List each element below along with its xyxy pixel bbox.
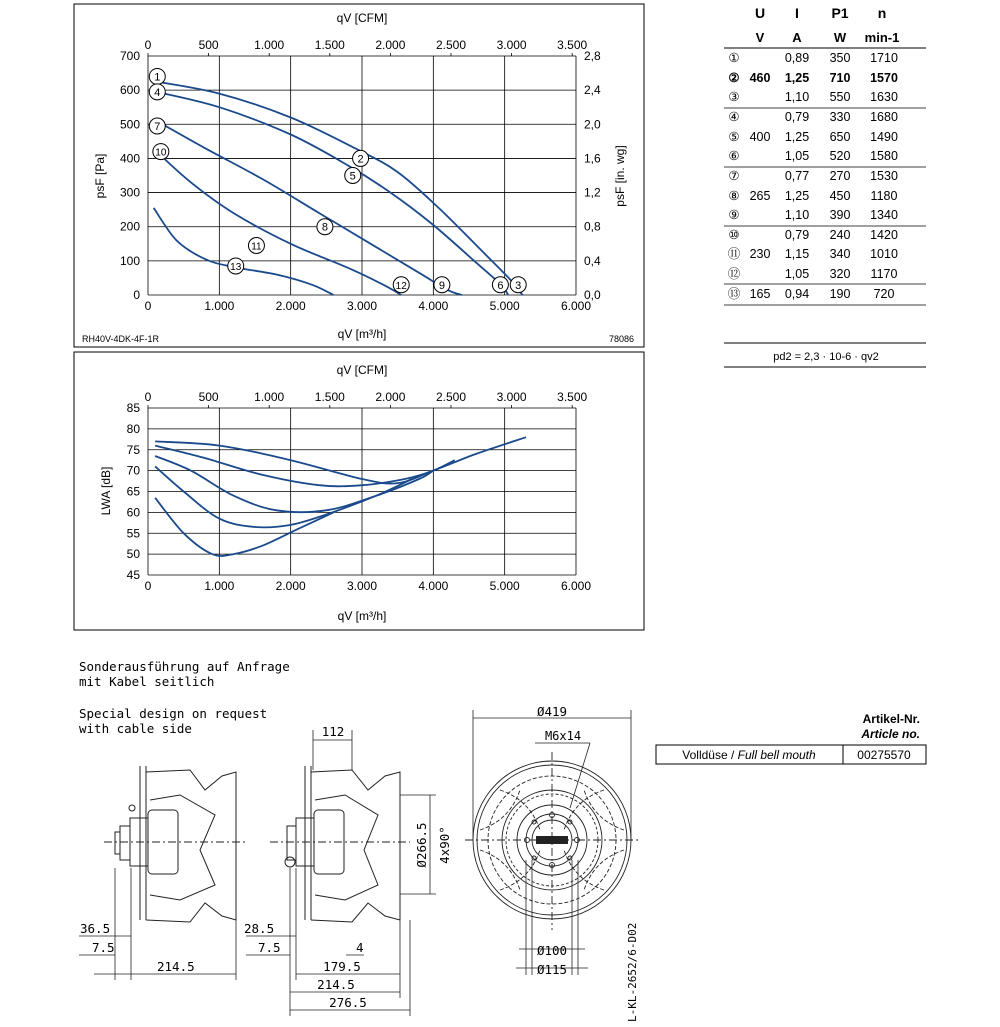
y-tick: 500 bbox=[119, 117, 140, 132]
x2-tick: 1.000 bbox=[254, 390, 285, 404]
x-tick: 3.000 bbox=[346, 579, 378, 593]
spec-row-voltage: 460 bbox=[749, 71, 771, 85]
x2-tick: 2.500 bbox=[435, 38, 467, 52]
y-tick: 70 bbox=[126, 463, 140, 478]
spec-row-num: ⑥ bbox=[728, 149, 740, 163]
spec-table bbox=[724, 5, 926, 367]
spec-row-speed: 1570 bbox=[870, 71, 898, 85]
spec-row-power: 450 bbox=[829, 189, 851, 203]
dim-214-5a: 214.5 bbox=[157, 959, 195, 974]
y-tick: 60 bbox=[126, 505, 140, 520]
series-curve-D bbox=[155, 466, 412, 527]
dim-7-5a: 7.5 bbox=[92, 940, 115, 955]
curve-marker-label: 1 bbox=[154, 71, 161, 84]
logo-plate bbox=[536, 836, 568, 844]
x2-tick: 2.000 bbox=[375, 38, 406, 52]
spec-row-num: ⑤ bbox=[728, 130, 740, 144]
curve-marker-label: 8 bbox=[321, 221, 328, 234]
spec-row-current: 0,79 bbox=[784, 228, 810, 242]
curve-marker-label: 6 bbox=[497, 279, 504, 292]
dim-214-5b: 214.5 bbox=[317, 977, 355, 992]
y2-tick: 0,8 bbox=[584, 219, 601, 234]
spec-row-current: 1,25 bbox=[784, 130, 810, 144]
pressure-chart-xlabel: qV [m³/h] bbox=[337, 327, 387, 341]
spec-row-current: 1,25 bbox=[784, 71, 810, 85]
x2-tick: 3.500 bbox=[557, 390, 588, 404]
dim-179-5: 179.5 bbox=[323, 959, 361, 974]
side-view-2 bbox=[270, 766, 410, 922]
noise-chart-xlabel: qV [m³/h] bbox=[337, 609, 387, 623]
x-tick: 6.000 bbox=[560, 579, 592, 593]
x-tick: 1.000 bbox=[204, 579, 235, 593]
spec-row-power: 320 bbox=[829, 267, 851, 281]
curve-marker-label: 9 bbox=[438, 279, 445, 292]
dim-d419: Ø419 bbox=[536, 704, 568, 719]
dim-112: 112 bbox=[321, 724, 345, 739]
x2-tick: 500 bbox=[198, 390, 219, 404]
y-tick: 100 bbox=[119, 253, 140, 268]
y-tick: 0 bbox=[133, 288, 140, 302]
spec-row-num: ⑫ bbox=[727, 267, 741, 281]
article-desc: Volldüse / Full bell mouth bbox=[682, 748, 816, 762]
x-tick: 3.000 bbox=[346, 299, 378, 313]
spec-row-voltage: 165 bbox=[749, 287, 771, 301]
curve-marker-label: 11 bbox=[251, 241, 262, 253]
y-tick: 700 bbox=[119, 49, 140, 63]
spec-row-speed: 1490 bbox=[870, 130, 898, 144]
y2-tick: 2,4 bbox=[584, 83, 601, 98]
spec-row-current: 1,15 bbox=[784, 247, 810, 261]
y-tick: 300 bbox=[119, 185, 140, 200]
spec-row-power: 350 bbox=[829, 51, 851, 65]
dim-angle: 4x90° bbox=[437, 826, 452, 864]
spec-row-num: ③ bbox=[728, 90, 740, 104]
spec-row-num: ⑩ bbox=[728, 228, 740, 242]
spec-row-current: 1,25 bbox=[784, 189, 810, 203]
y-tick: 600 bbox=[119, 83, 140, 98]
x-tick: 2.000 bbox=[275, 299, 306, 313]
dim-d266: Ø266.5 bbox=[414, 822, 429, 868]
code-label: 78086 bbox=[608, 334, 634, 344]
unit-A: A bbox=[792, 30, 802, 45]
spec-row-num: ⑬ bbox=[727, 287, 741, 301]
x2-tick: 1.500 bbox=[314, 390, 345, 404]
spec-row-speed: 1580 bbox=[870, 149, 898, 163]
x-tick: 0 bbox=[144, 579, 152, 593]
article-header-de: Artikel-Nr. bbox=[862, 712, 920, 726]
series-curve-1 bbox=[157, 82, 523, 295]
hdr-P: P1 bbox=[831, 5, 849, 21]
x2-tick: 3.000 bbox=[496, 38, 527, 52]
y-tick: 200 bbox=[119, 219, 140, 234]
series-curve-E bbox=[155, 498, 333, 556]
curve-marker-label: 10 bbox=[155, 147, 167, 159]
y2-tick: 0,4 bbox=[584, 253, 601, 268]
drawing-number: L-KL-2652/6-D02 bbox=[626, 922, 639, 1022]
spec-row-power: 520 bbox=[829, 149, 851, 163]
note-de-1: Sonderausführung auf Anfrage bbox=[79, 659, 290, 674]
spec-row-speed: 1170 bbox=[870, 267, 898, 281]
dim-d115: Ø115 bbox=[536, 962, 568, 977]
x2-tick: 0 bbox=[144, 38, 152, 52]
spec-row-speed: 1710 bbox=[870, 51, 898, 65]
spec-row-power: 190 bbox=[829, 287, 851, 301]
spec-row-voltage: 230 bbox=[749, 247, 771, 261]
pressure-chart-series bbox=[154, 82, 523, 295]
y-tick: 55 bbox=[126, 526, 140, 541]
pressure-chart-y2label: psF [in. wg] bbox=[613, 145, 627, 207]
spec-row-power: 330 bbox=[829, 110, 851, 124]
series-curve-10 bbox=[157, 152, 402, 295]
spec-row-speed: 1340 bbox=[870, 208, 898, 222]
x2-tick: 0 bbox=[144, 390, 152, 404]
hdr-n: n bbox=[877, 5, 887, 21]
x-tick: 6.000 bbox=[560, 299, 592, 313]
x-tick: 1.000 bbox=[204, 299, 235, 313]
y2-tick: 2,8 bbox=[584, 49, 601, 63]
curve-marker-label: 3 bbox=[515, 279, 522, 292]
curve-marker-label: 12 bbox=[395, 280, 407, 292]
pressure-chart-x2label: qV [CFM] bbox=[336, 11, 388, 25]
spec-row-num: ④ bbox=[728, 110, 740, 124]
spec-row-num: ⑨ bbox=[728, 208, 740, 222]
spec-row-speed: 1180 bbox=[870, 189, 898, 203]
spec-row-num: ② bbox=[728, 71, 740, 85]
spec-row-current: 0,94 bbox=[784, 287, 810, 301]
spec-row-num: ⑧ bbox=[728, 189, 740, 203]
unit-min: min-1 bbox=[864, 30, 900, 45]
x-tick: 5.000 bbox=[489, 299, 520, 313]
curve-marker-label: 5 bbox=[349, 170, 356, 183]
x2-tick: 2.000 bbox=[375, 390, 406, 404]
spec-row-current: 1,05 bbox=[784, 149, 810, 163]
spec-row-current: 0,77 bbox=[784, 169, 810, 183]
spec-row-voltage: 265 bbox=[749, 189, 771, 203]
hdr-I: I bbox=[795, 5, 799, 21]
y2-tick: 0,0 bbox=[584, 288, 601, 302]
x-tick: 5.000 bbox=[489, 579, 520, 593]
x2-tick: 3.000 bbox=[496, 390, 527, 404]
dim-28-5: 28.5 bbox=[244, 921, 275, 936]
dim-7-5b: 7.5 bbox=[258, 940, 281, 955]
article-header-en: Article no. bbox=[861, 727, 920, 741]
article-number: 00275570 bbox=[857, 748, 911, 762]
y-tick: 85 bbox=[126, 401, 140, 415]
spec-row-speed: 1680 bbox=[870, 110, 898, 124]
spec-row-speed: 1420 bbox=[870, 228, 898, 242]
spec-row-num: ⑪ bbox=[727, 247, 741, 261]
x-tick: 2.000 bbox=[275, 579, 306, 593]
note-en-1: Special design on request bbox=[79, 706, 268, 721]
noise-chart-x2label: qV [CFM] bbox=[336, 363, 388, 377]
hdr-U: U bbox=[754, 5, 766, 21]
curve-marker-label: 13 bbox=[230, 261, 242, 273]
spec-row-current: 1,10 bbox=[784, 90, 810, 104]
spec-row-num: ① bbox=[728, 51, 740, 65]
x2-tick: 3.500 bbox=[557, 38, 588, 52]
spec-row-speed: 1530 bbox=[870, 169, 898, 183]
spec-row-power: 240 bbox=[829, 228, 851, 242]
y2-tick: 1,6 bbox=[584, 151, 601, 166]
dim-d100: Ø100 bbox=[536, 943, 568, 958]
unit-W: W bbox=[833, 30, 847, 45]
x2-tick: 1.000 bbox=[254, 38, 285, 52]
x-tick: 4.000 bbox=[418, 299, 449, 313]
x-tick: 0 bbox=[144, 299, 152, 313]
noise-chart-series bbox=[155, 437, 526, 556]
unit-V: V bbox=[755, 30, 765, 45]
note-en-2: with cable side bbox=[79, 721, 192, 736]
spec-row-power: 650 bbox=[829, 130, 851, 144]
spec-row-current: 1,05 bbox=[784, 267, 810, 281]
pressure-chart-ylabel: psF [Pa] bbox=[93, 153, 107, 199]
x-tick: 4.000 bbox=[418, 579, 449, 593]
spec-row-speed: 1630 bbox=[870, 90, 898, 104]
spec-row-power: 340 bbox=[829, 247, 851, 261]
spec-row-speed: 1010 bbox=[870, 247, 898, 261]
side-view-1 bbox=[104, 766, 246, 922]
spec-row-voltage: 400 bbox=[749, 130, 771, 144]
spec-row-num: ⑦ bbox=[728, 169, 740, 183]
series-curve-7 bbox=[157, 121, 462, 295]
dim-276-5: 276.5 bbox=[329, 995, 367, 1010]
spec-row-current: 1,10 bbox=[784, 208, 810, 222]
y-tick: 75 bbox=[126, 442, 140, 457]
noise-chart-ylabel: LWA [dB] bbox=[99, 466, 113, 516]
spec-row-current: 0,89 bbox=[784, 51, 810, 65]
formula: pd2 = 2,3 · 10-6 · qv2 bbox=[773, 351, 879, 363]
x2-tick: 1.500 bbox=[314, 38, 345, 52]
y2-tick: 2,0 bbox=[584, 117, 601, 132]
dim-4: 4 bbox=[356, 940, 364, 955]
curve-marker-label: 4 bbox=[154, 86, 161, 99]
y-tick: 50 bbox=[126, 547, 140, 562]
curve-marker-label: 2 bbox=[357, 153, 364, 166]
x2-tick: 500 bbox=[198, 38, 219, 52]
spec-row-power: 710 bbox=[829, 71, 851, 85]
y-tick: 45 bbox=[126, 568, 140, 582]
spec-row-speed: 720 bbox=[873, 287, 895, 301]
spec-row-power: 390 bbox=[829, 208, 851, 222]
spec-row-power: 270 bbox=[829, 169, 851, 183]
dim-thread: M6x14 bbox=[544, 729, 582, 743]
spec-row-power: 550 bbox=[829, 90, 851, 104]
model-label: RH40V-4DK-4F-1R bbox=[82, 334, 160, 344]
x2-tick: 2.500 bbox=[435, 390, 467, 404]
y-tick: 65 bbox=[126, 484, 140, 499]
y2-tick: 1,2 bbox=[584, 185, 601, 200]
curve-marker-label: 7 bbox=[154, 120, 161, 133]
y-tick: 400 bbox=[119, 151, 140, 166]
series-curve-4 bbox=[157, 92, 509, 295]
noise-chart-grid bbox=[148, 408, 576, 575]
spec-row-current: 0,79 bbox=[784, 110, 810, 124]
y-tick: 80 bbox=[126, 421, 140, 436]
dim-36-5: 36.5 bbox=[80, 921, 111, 936]
note-de-2: mit Kabel seitlich bbox=[79, 674, 215, 689]
